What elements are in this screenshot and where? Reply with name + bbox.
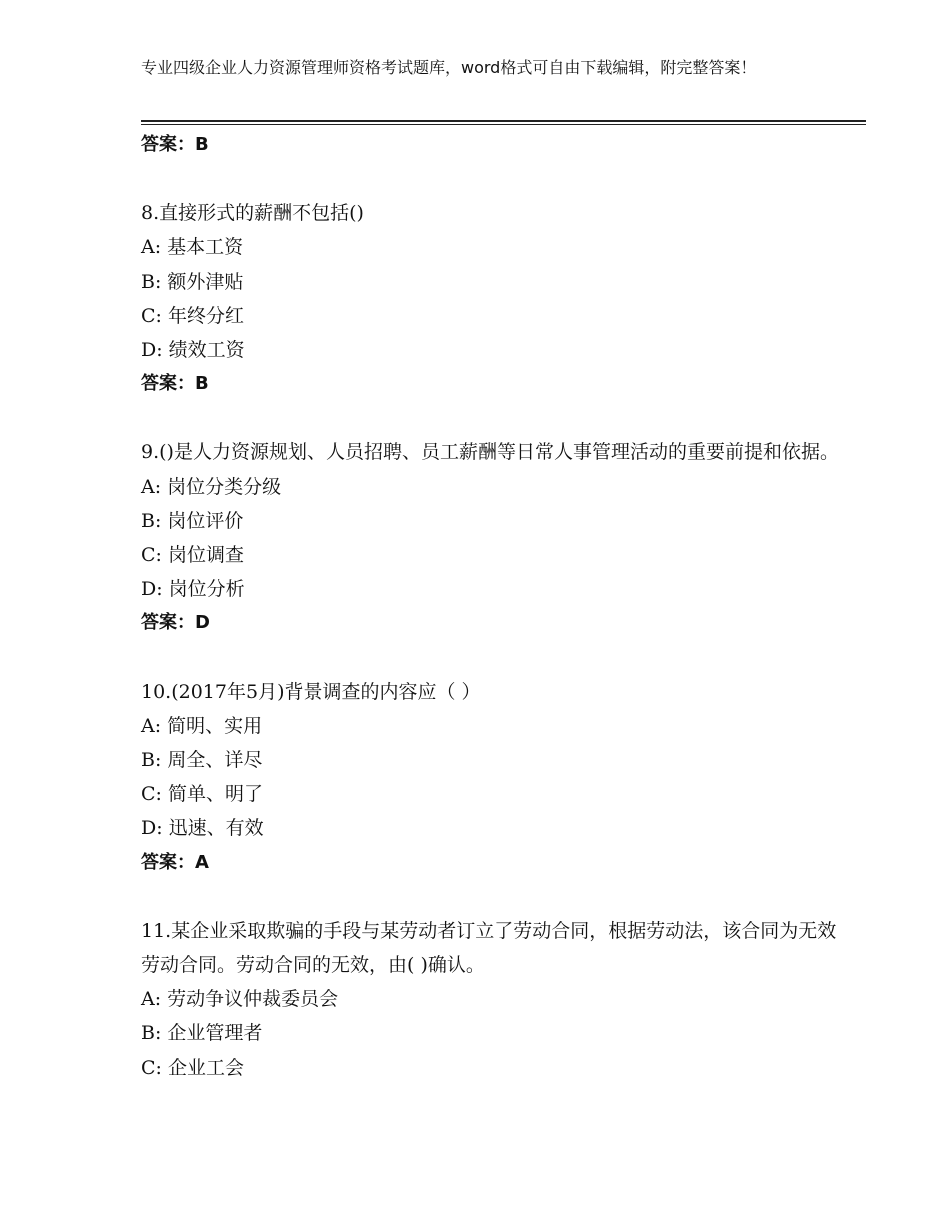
answer-line: 答案：A (141, 851, 209, 873)
option-a: A: 基本工资 (141, 236, 244, 259)
option-c: C: 企业工会 (141, 1056, 244, 1079)
question-8 (141, 196, 841, 401)
option-d: D: 迅速、有效 (141, 817, 264, 840)
option-c: C: 岗位调查 (141, 544, 244, 567)
question-stem: 11.某企业采取欺骗的手段与某劳动者订立了劳动合同，根据劳动法，该合同为无效劳动合同。劳动合同的无效，由( )确认。 (141, 919, 837, 977)
header-rule-thin (141, 124, 866, 125)
question-stem: 10.(2017年5月)背景调查的内容应（ ） (141, 680, 481, 703)
option-a: A: 劳动争议仲裁委员会 (141, 988, 339, 1011)
answer-line: 答案：B (141, 134, 209, 155)
answer-line: 答案：D (141, 612, 210, 634)
option-b: B: 企业管理者 (141, 1022, 263, 1045)
header-rule-thick (141, 120, 866, 122)
option-a: A: 简明、实用 (141, 714, 263, 737)
document-header: 专业四级企业人力资源管理师资格考试题库，word格式可自由下载编辑，附完整答案！ (141, 58, 757, 77)
option-c: C: 年终分红 (141, 304, 244, 327)
question-stem: 8.直接形式的薪酬不包括() (141, 202, 364, 225)
option-b: B: 周全、详尽 (141, 749, 263, 772)
option-b: B: 岗位评价 (141, 509, 244, 532)
question-9 (141, 435, 841, 640)
question-10 (141, 675, 841, 880)
question-11 (141, 914, 841, 1085)
question-stem: 9.()是人力资源规划、人员招聘、员工薪酬等日常人事管理活动的重要前提和依据。 (141, 441, 839, 464)
option-b: B: 额外津贴 (141, 270, 244, 293)
option-a: A: 岗位分类分级 (141, 475, 282, 498)
option-c: C: 简单、明了 (141, 783, 263, 806)
question-list (141, 128, 841, 1085)
answer-line: 答案：B (141, 373, 209, 395)
option-d: D: 绩效工资 (141, 339, 245, 362)
option-d: D: 岗位分析 (141, 578, 245, 601)
